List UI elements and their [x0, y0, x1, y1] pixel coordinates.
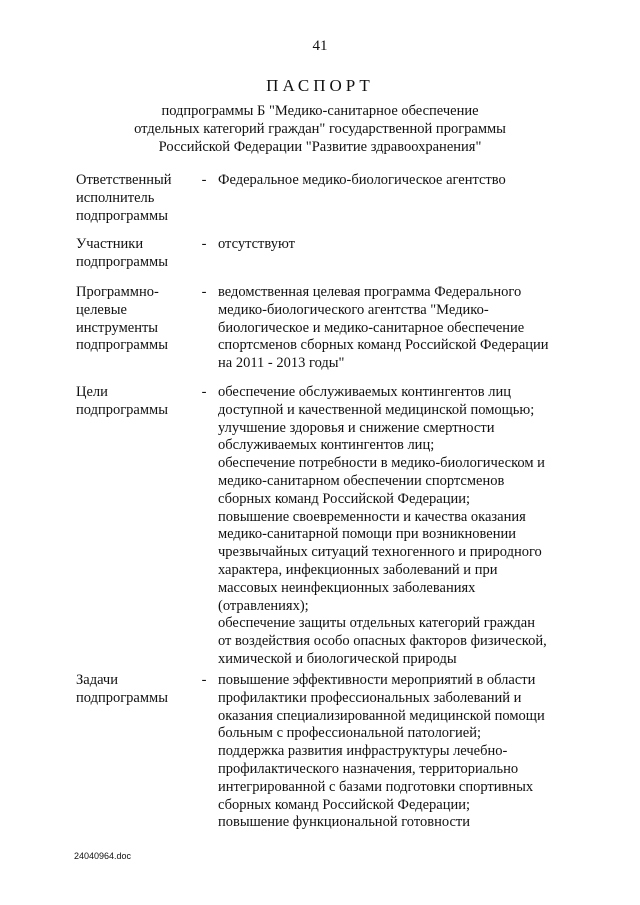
value-line: повышение своевременности и качества оказания: [218, 508, 526, 525]
row-dash: -: [201, 236, 207, 252]
value-line: биологическое и медико-санитарное обеспечение: [218, 319, 525, 336]
row-value: [218, 672, 598, 832]
label-line: исполнитель: [76, 189, 155, 206]
row-dash: -: [201, 284, 207, 300]
value-line: повышение эффективности мероприятий в области: [218, 672, 536, 688]
value-line: профилактического назначения, территориально: [218, 760, 519, 777]
label-line: Цели: [76, 384, 108, 400]
value-line: медико-санитарном обеспечении спортсменов: [218, 472, 505, 489]
document-subtitle: [0, 102, 640, 156]
row-dash: -: [201, 384, 207, 400]
value-line: медико-биологического агентства "Медико-: [218, 301, 489, 318]
label-line: Ответственный: [76, 172, 172, 188]
row-dash: -: [201, 172, 207, 188]
value-line: характера, инфекционных заболеваний и при: [218, 561, 498, 578]
label-line: подпрограммы: [76, 253, 168, 270]
label-line: инструменты: [76, 319, 159, 336]
value-line: обеспечение обслуживаемых контингентов лиц: [218, 384, 512, 400]
value-line: от воздействия особо опасных факторов физической,: [218, 633, 547, 650]
label-line: подпрограммы: [76, 337, 168, 354]
subtitle-line: подпрограммы Б "Медико-санитарное обеспечение: [161, 103, 479, 119]
value-line: ведомственная целевая программа Федерального: [218, 284, 522, 300]
value-line: обеспечение потребности в медико-биологическом и: [218, 455, 545, 472]
row-label: [76, 672, 196, 708]
value-line: повышение функциональной готовности: [218, 814, 470, 831]
value-line: поддержка развития инфраструктуры лечебно-: [218, 743, 508, 760]
row-label: [76, 284, 196, 355]
row-dash: -: [201, 672, 207, 688]
label-line: целевые: [76, 301, 127, 318]
row-value: [218, 172, 598, 190]
value-line: отсутствуют: [218, 236, 295, 252]
value-line: оказания специализированной медицинской помощи: [218, 707, 545, 724]
value-line: спортсменов сборных команд Российской Федерации: [218, 337, 549, 354]
value-line: Федеральное медико-биологическое агентство: [218, 172, 506, 188]
value-line: на 2011 - 2013 годы": [218, 355, 345, 372]
label-line: подпрограммы: [76, 401, 168, 418]
value-line: химической и биологической природы: [218, 650, 457, 667]
value-line: интегрированной с базами подготовки спортивных: [218, 778, 534, 795]
row-label: [76, 236, 196, 272]
value-line: сборных команд Российской Федерации;: [218, 490, 471, 507]
row-label: [76, 172, 196, 225]
value-line: улучшение здоровья и снижение смертности: [218, 419, 495, 436]
label-line: Участники: [76, 236, 144, 252]
label-line: подпрограммы: [76, 207, 168, 224]
value-line: чрезвычайных ситуаций техногенного и природного: [218, 544, 542, 561]
label-line: подпрограммы: [76, 689, 168, 706]
subtitle-line: отдельных категорий граждан" государственной программы: [134, 121, 506, 137]
document-title: ПАСПОРТ: [266, 76, 374, 95]
label-line: Программно-: [76, 284, 159, 300]
label-line: Задачи: [76, 672, 118, 688]
value-line: больным с профессиональной патологией;: [218, 725, 481, 742]
value-line: (отравлениях);: [218, 597, 309, 614]
value-line: профилактики профессиональных заболеваний и: [218, 689, 522, 706]
value-line: обслуживаемых контингентов лиц;: [218, 437, 435, 454]
value-line: сборных команд Российской Федерации;: [218, 796, 471, 813]
row-value: [218, 236, 598, 254]
value-line: массовых неинфекционных заболеваниях: [218, 579, 476, 596]
page-number: 41: [312, 38, 328, 54]
subtitle-line: Российской Федерации "Развитие здравоохранения": [158, 139, 482, 155]
row-value: [218, 384, 598, 669]
value-line: обеспечение защиты отдельных категорий граждан: [218, 615, 535, 632]
row-label: [76, 384, 196, 420]
value-line: доступной и качественной медицинской помощью;: [218, 401, 535, 418]
file-name-footer: 24040964.doc: [74, 851, 132, 861]
value-line: медико-санитарной помощи при возникновении: [218, 526, 516, 543]
row-value: [218, 284, 598, 373]
